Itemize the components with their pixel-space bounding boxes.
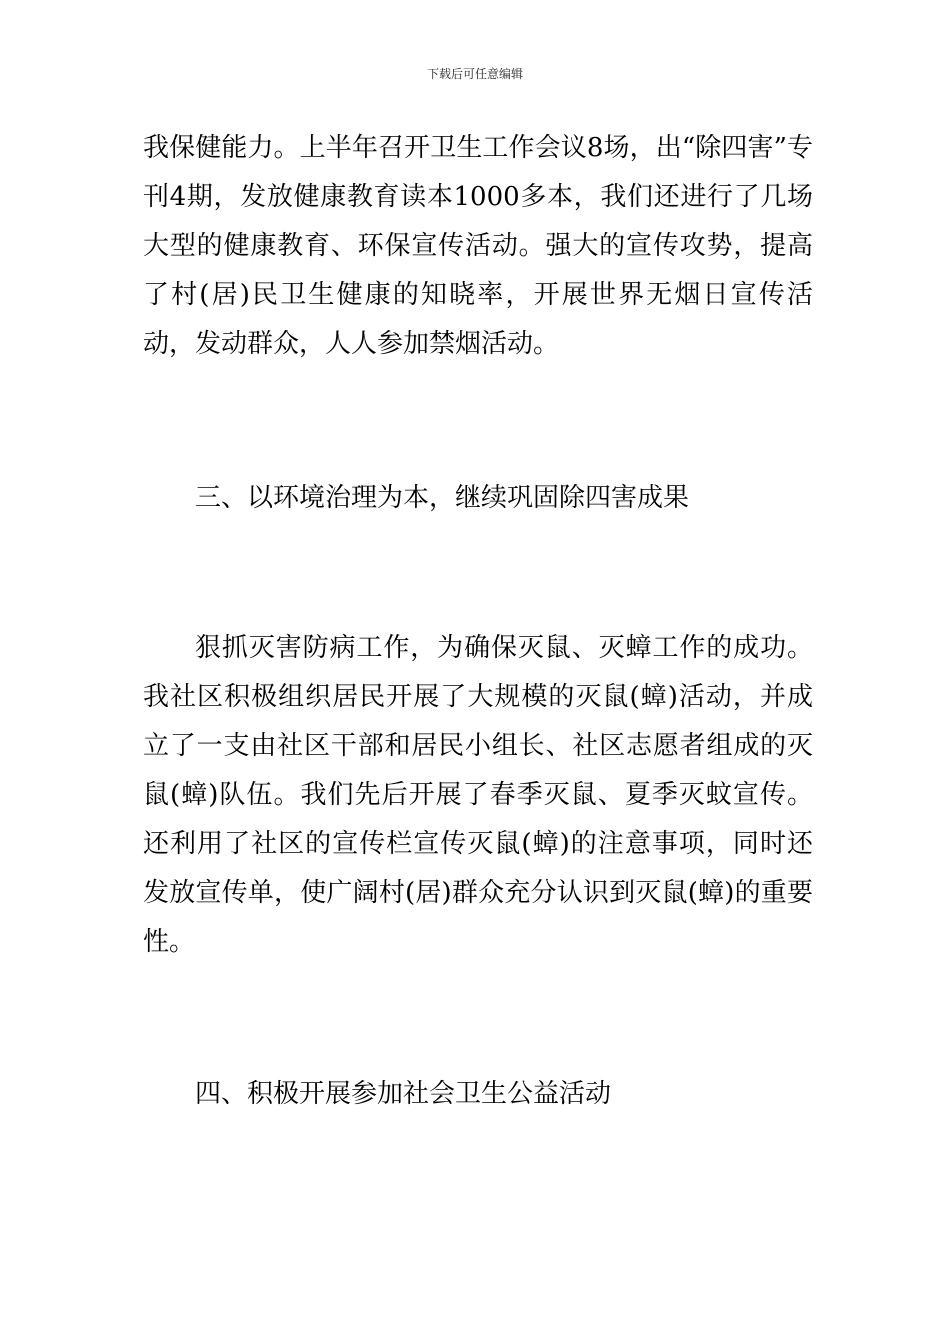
paragraph-pest-control: 狠抓灭害防病工作，为确保灭鼠、灭蟑工作的成功。我社区积极组织居民开展了大规模的灭鼠(蟑)活动，并成立了一支由社区干部和居民小组长、社区志愿者组成的灭鼠(蟑)队伍。我们先后开展了春季灭鼠、夏季灭蚊宣传。还利用了社区的宣传栏宣传灭鼠(蟑)的注意事项，同时还发放宣传单，使广阔村(居)群众充分认识到灭鼠(蟑)的重要性。 bbox=[143, 633, 813, 957]
section-heading-four: 四、积极开展参加社会卫生公益活动 bbox=[195, 1079, 612, 1109]
page-header: 下载后可任意编辑 bbox=[426, 67, 523, 81]
paragraph-health-education: 我保健能力。上半年召开卫生工作会议8场，出“除四害”专刊4期，发放健康教育读本1000多本，我们还进行了几场大型的健康教育、环保宣传活动。强大的宣传攻势，提高了村(居)民卫生健康的知晓率，开展世界无烟日宣传活动，发动群众，人人参加禁烟活动。 bbox=[143, 133, 813, 359]
section-heading-three: 三、以环境治理为本，继续巩固除四害成果 bbox=[195, 483, 690, 513]
